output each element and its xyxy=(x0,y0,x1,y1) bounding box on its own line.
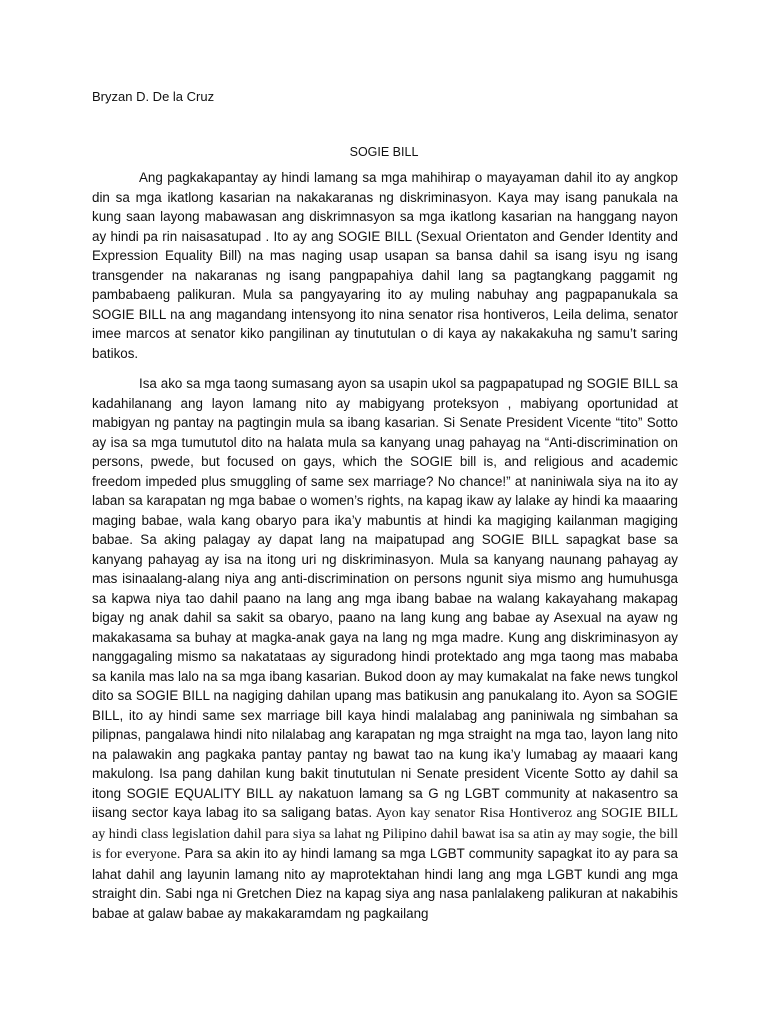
author-name: Bryzan D. De la Cruz xyxy=(92,89,215,104)
paragraph-2-part-2: Para sa akin ito ay hindi lamang sa mga LGBT community sapagkat ito ay para sa lahat dahil ang layunin lamang nito ay maprotektahan hindi lang ang mga LGBT kundi ang mga straight din. Sabi nga ni Gretchen Diez na kapag siya ang nasa panlalakeng palikuran at nakabihis babae at galaw babae ay makakaramdam ng pagkailang xyxy=(92,846,679,921)
document-title: SOGIE BILL xyxy=(349,145,419,159)
paragraph-2-part-1: Isa ako sa mga taong sumasang ayon sa usapin ukol sa pagpapatupad ng SOGIE BILL sa kadahilanang ang layon lamang nito ay mabigyang proteksyon , mabiyang oportunidad at mabigyan ng pantay na pagtingin mula sa ibang kasarian. Si Senate President Vicente “tito” Sotto ay isa sa mga tumututol dito na halata mula sa kanyang unag pahayag na “Anti-discrimination on persons, pwede, but focused on gays, which the SOGIE bill is, and religious and academic freedom impeded plus smuggling of same sex marriage? No chance!” at naniniwala siya na ito ay laban sa karapatan ng mga babae o women’s rights, na kapag ikaw ay lalake ay hindi ka maaaring maging babae, wala kang obaryo para ika’y mabuntis at hindi ka magiging kailanman magiging babae. Sa aking palagay ay dapat lang na maipatupad ang SOGIE BILL sapagkat base sa kanyang pahayag ay isa na itong uri ng diskriminasyon. Mula sa kanyang naunang pahayag ay mas isinaalang-alang niya ang anti-discrimination on persons ngunit siya mismo ang humuhusga sa kapwa niya tao dahil paano na lang ang mga ibang babae na walang kakayahang makapag bigay ng anak dahil sa sakit sa obaryo, paano na lang kung ang babae ay Asexual na ayaw ng makakasama sa buhay at magka-anak gaya na lang ng mga madre. Kung ang diskriminasyon ay nanggagaling mismo sa nakatataas ay siguradong hindi protektado ang mga taong mas mababa sa kanila mas lalo na sa mga ibang kasarian. Bukod doon ay may kumakalat na fake news tungkol dito sa SOGIE BILL na nagiging dahilan upang mas batikusin ang panukalang ito. Ayon sa SOGIE BILL, ito ay hindi same sex marriage bill kaya hindi malalabag ang paniniwala ng simbahan sa pilipnas, pangalawa hindi nito nilalabag ang karapatan ng mga straight na mga tao, layon lang nito na palawakin ang pagkaka pantay pantay ng bawat tao na kung ika’y lumabag ay maaari kang makulong. Isa pang dahilan kung bakit tinututulan ni Senate president Vicente Sotto ay dahil sa itong SOGIE EQUALITY BILL ay nakatuon lamang sa G ng LGBT community at nakasentro sa iisang sector kaya labag ito sa saligang batas. xyxy=(92,376,678,820)
paragraph-2 xyxy=(92,374,678,923)
paragraph-2-quote: Ayon kay senator Risa Hontiveroz ang SOGIE BILL ay hindi class legislation dahil para siya sa lahat ng Pilipino dahil bawat isa sa atin ay may sogie, the bill is for everyone. xyxy=(92,806,679,862)
paragraph-1: Ang pagkakapantay ay hindi lamang sa mga mahihirap o mayayaman dahil ito ay angkop din sa mga ikatlong kasarian na nakakaranas ng diskriminasyon. Kaya may isang panukala na kung saan layong mabawasan ang diskrimnasyon sa mga ikatlong kasarian na hanggang nayon ay hindi pa rin naisasatupad . Ito ay ang SOGIE BILL (Sexual Orientaton and Gender Identity and Expression Equality Bill) na mas naging usap usapan sa bansa dahil sa isang isyu ng isang transgender na nakaranas ng isang pangpapahiya dahil lang sa pagtangkang paggamit ng pambabaeng palikuran. Mula sa pangyayaring ito ay muling nabuhay ang pagpapanukala sa SOGIE BILL na ang magandang intensyong ito nina senator risa hontiveros, Leila delima, senator imee marcos at senator kiko pangilinan ay tinututulan o di kaya ay nakakakuha ng samu’t saring batikos. xyxy=(92,170,678,361)
document-body xyxy=(92,168,678,934)
